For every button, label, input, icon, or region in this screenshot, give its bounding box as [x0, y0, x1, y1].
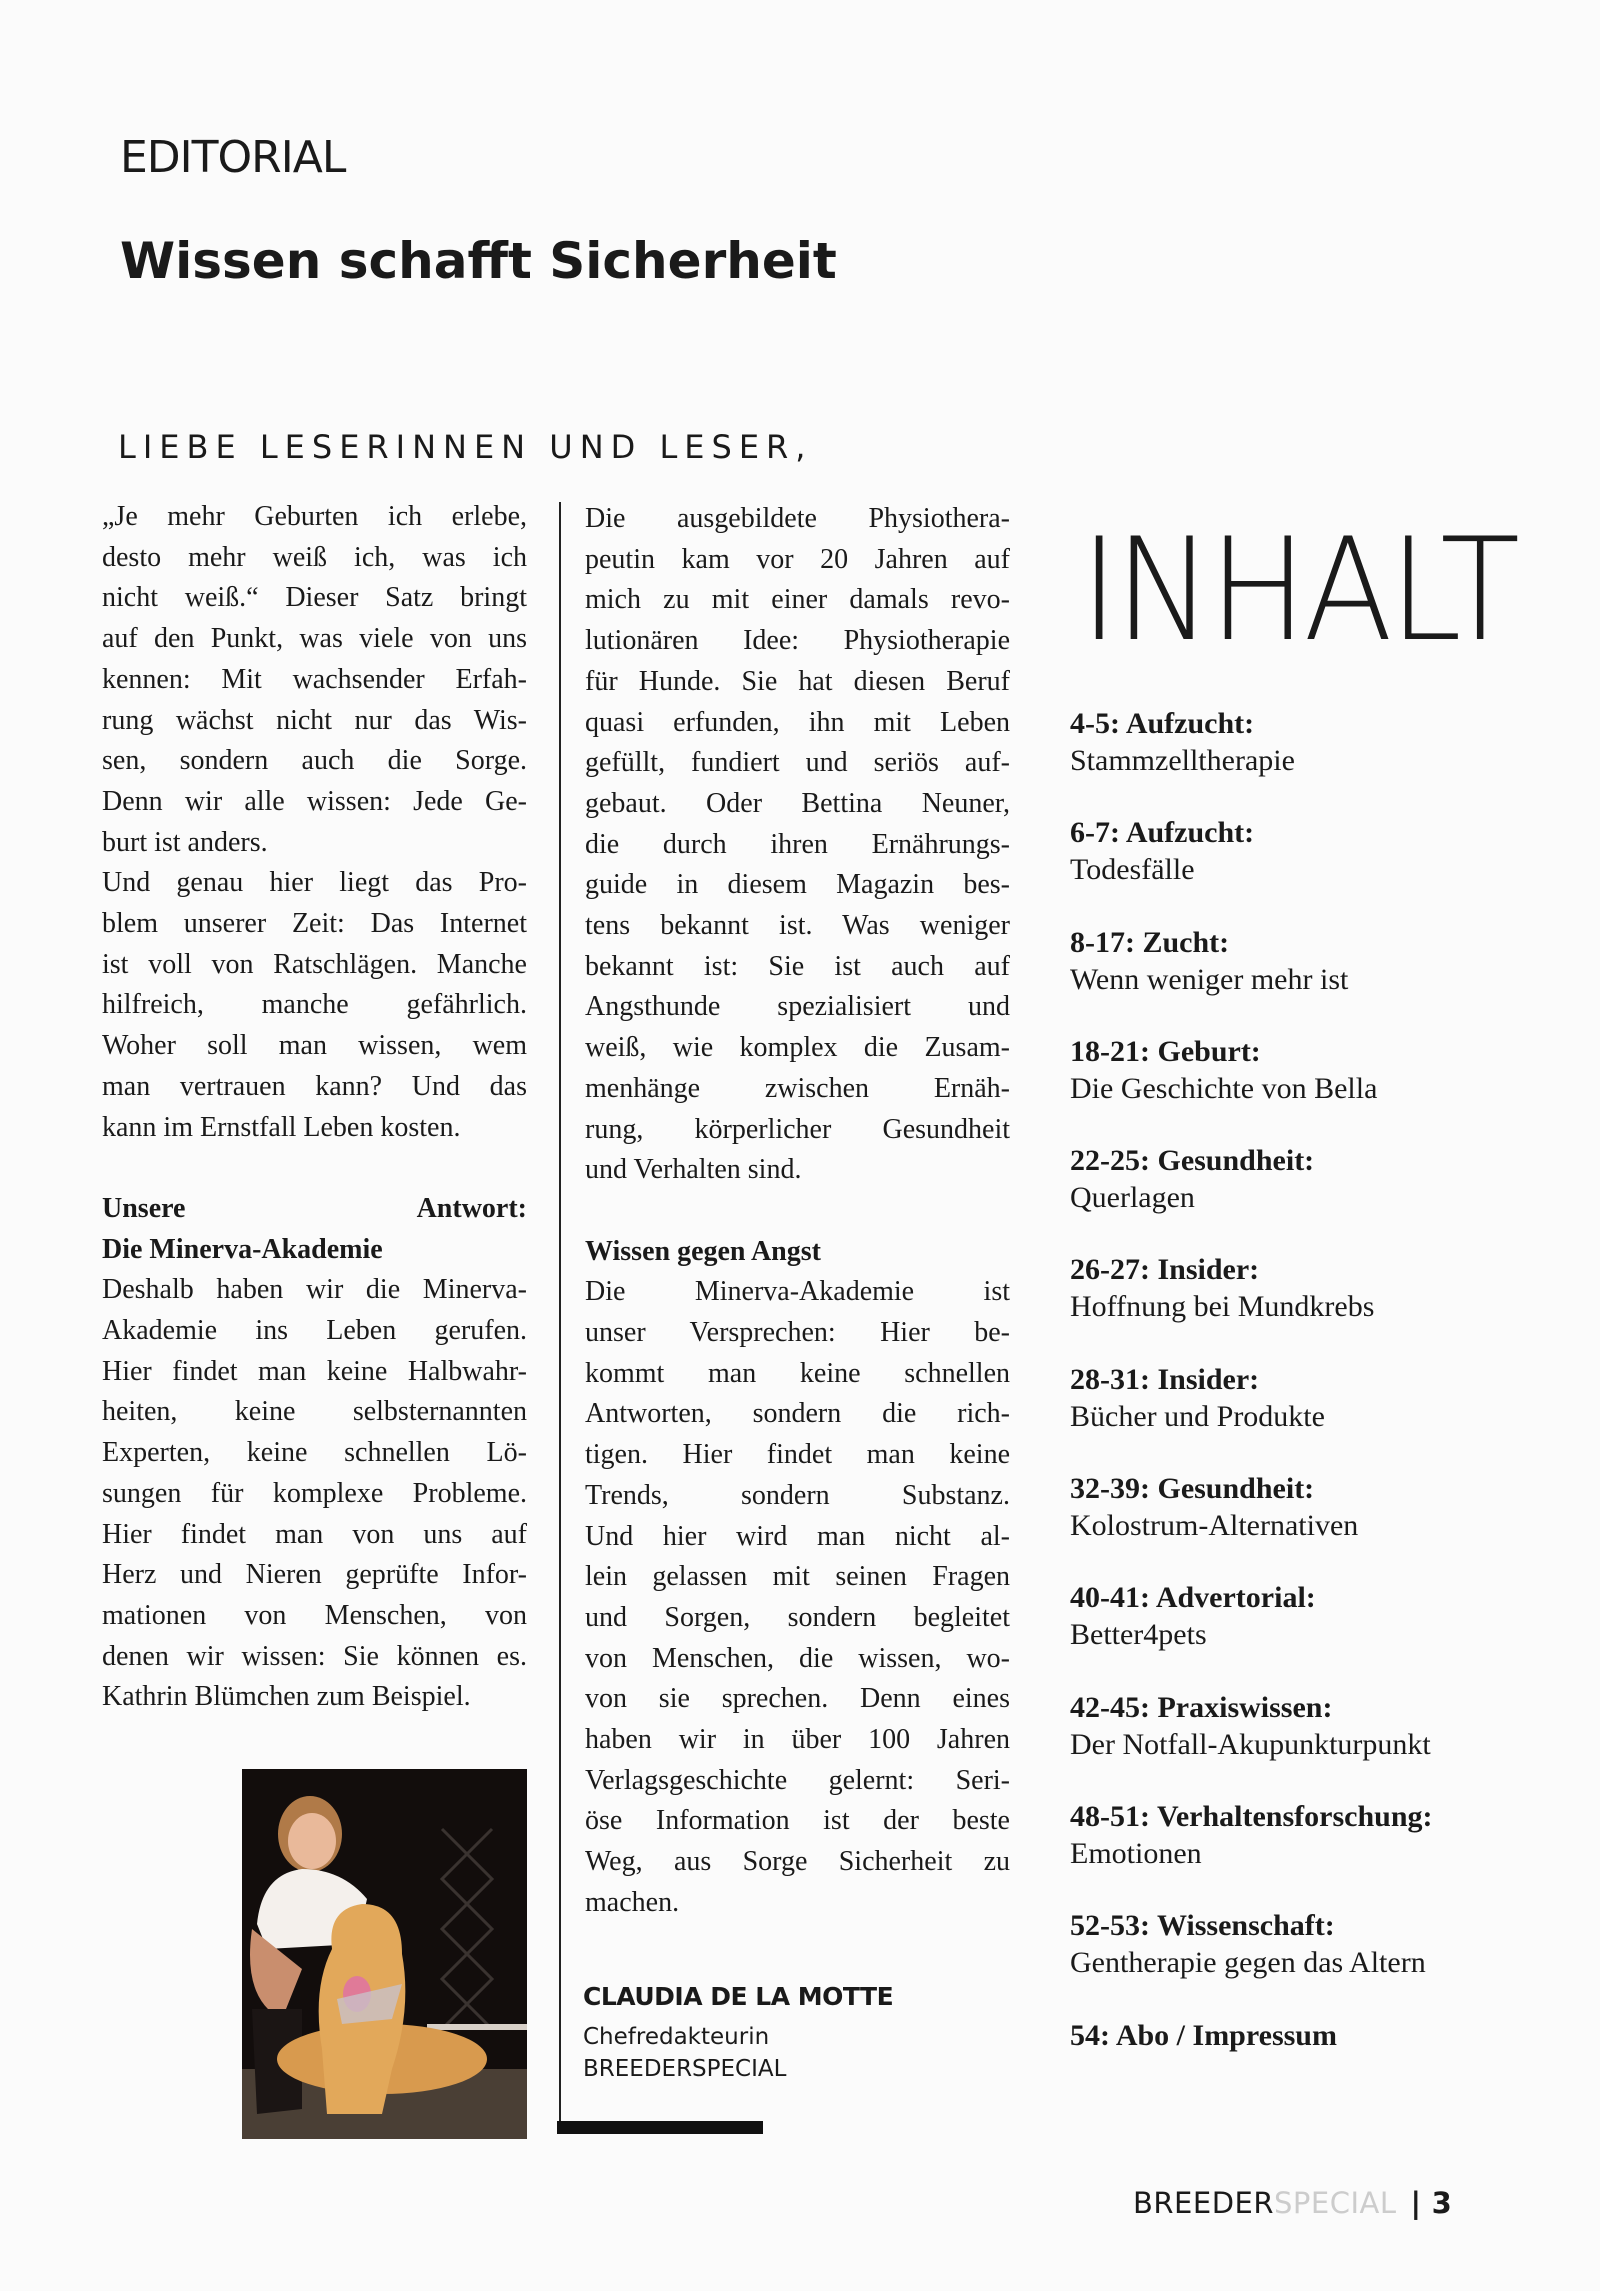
toc-item-subtitle: Hoffnung bei Mundkrebs	[1070, 1290, 1375, 1324]
author-publication: BREEDERSPECIAL	[583, 2056, 787, 2082]
toc-item-subtitle: Der Notfall-Akupunkturpunkt	[1070, 1727, 1431, 1761]
text-line: Denn wir alle wissen: Jede Ge-	[102, 785, 527, 817]
brand-name: BREEDER	[1133, 2186, 1274, 2220]
text-line: Wissen gegen Angst	[585, 1235, 821, 1267]
column-divider	[559, 502, 561, 2127]
spacer	[102, 1148, 527, 1189]
text-line: ist voll von Ratschlägen. Manche	[102, 948, 527, 980]
text-line: unser Versprechen: Hier be-	[585, 1317, 1010, 1349]
greeting-heading: LIEBE LESERINNEN UND LESER,	[118, 428, 813, 466]
text-line: kann im Ernstfall Leben kosten.	[102, 1111, 461, 1143]
text-line: lein gelassen mit seinen Fragen	[585, 1561, 1010, 1593]
toc-item-subtitle: Querlagen	[1070, 1181, 1195, 1215]
text-line: Woher soll man wissen, wem	[102, 1030, 527, 1062]
text-line: von Menschen, die wissen, wo-	[585, 1642, 1010, 1674]
paragraph	[585, 499, 1010, 1191]
text-line: für Hunde. Sie hat diesen Beruf	[585, 665, 1010, 697]
separator: |	[1410, 2186, 1422, 2220]
text-line: Hier findet man keine Halbwahr-	[102, 1355, 527, 1387]
text-line: heiten, keine selbsternannten	[102, 1396, 527, 1428]
text-line: burt ist anders.	[102, 826, 268, 858]
text-line: und Verhalten sind.	[585, 1154, 802, 1186]
toc-item-label: 42-45: Praxiswissen:	[1070, 1690, 1333, 1724]
accent-bar	[557, 2121, 763, 2134]
text-line: mich zu mit einer damals revo-	[585, 584, 1010, 616]
text-line: von sie sprechen. Denn eines	[585, 1683, 1010, 1715]
text-line: Weg, aus Sorge Sicherheit zu	[585, 1846, 1010, 1878]
article-column-1	[102, 497, 527, 1718]
toc-item	[1070, 2017, 1570, 2126]
text-line: quasi erfunden, ihn mit Leben	[585, 706, 1010, 738]
toc-item	[1070, 1907, 1570, 2016]
toc-item	[1070, 705, 1570, 814]
toc-item	[1070, 1033, 1570, 1142]
toc-item-subtitle: Stammzelltherapie	[1070, 744, 1295, 777]
toc-item-subtitle: Emotionen	[1070, 1836, 1202, 1870]
text-line: tigen. Hier findet man keine	[585, 1439, 1010, 1471]
text-line: hilfreich, manche gefährlich.	[102, 989, 527, 1021]
text-line: nicht weiß.“ Dieser Satz bringt	[102, 582, 527, 614]
toc-item-label: 40-41: Advertorial:	[1070, 1581, 1316, 1615]
text-line: mationen von Menschen, von	[102, 1599, 527, 1631]
text-line: weiß, wie komplex die Zusam-	[585, 1032, 1010, 1064]
text-line: gebaut. Oder Bettina Neuner,	[585, 787, 1010, 819]
text-line: bekannt ist: Sie ist auch auf	[585, 950, 1010, 982]
toc-item-label: 52-53: Wissenschaft:	[1070, 1909, 1335, 1943]
text-line: sen, sondern auch die Sorge.	[102, 745, 527, 777]
paragraph	[102, 497, 527, 863]
page-footer	[1133, 2186, 1452, 2220]
text-line: tens bekannt ist. Was weniger	[585, 910, 1010, 942]
toc-item-label: 8-17: Zucht:	[1070, 925, 1230, 959]
toc-item-label: 22-25: Gesundheit:	[1070, 1144, 1315, 1178]
text-line: Angsthunde spezialisiert und	[585, 991, 1010, 1023]
text-line: man vertrauen kann? Und das	[102, 1070, 527, 1102]
text-line: öse Information ist der beste	[585, 1805, 1010, 1837]
toc-item-subtitle: Better4pets	[1070, 1618, 1207, 1652]
text-line: Verlagsgeschichte gelernt: Seri-	[585, 1764, 1010, 1796]
toc-item	[1070, 1361, 1570, 1470]
toc-item-label: 18-21: Geburt:	[1070, 1034, 1261, 1068]
text-line: Die ausgebildete Physiothera-	[585, 503, 1010, 534]
page-title: Wissen schafft Sicherheit	[120, 232, 837, 290]
text-line: lutionären Idee: Physiotherapie	[585, 625, 1010, 657]
text-line: peutin kam vor 20 Jahren auf	[585, 543, 1010, 575]
toc-item	[1070, 1579, 1570, 1688]
text-line: und Sorgen, sondern begleitet	[585, 1601, 1010, 1633]
paragraph	[585, 1272, 1010, 1923]
paragraph	[102, 863, 527, 1148]
text-line: sungen für komplexe Probleme.	[102, 1477, 527, 1509]
toc-item	[1070, 1798, 1570, 1907]
toc-item-label: 54: Abo / Impressum	[1070, 2018, 1337, 2052]
text-line: kommt man keine schnellen	[585, 1357, 1010, 1389]
text-line: Und hier wird man nicht al-	[585, 1520, 1010, 1552]
text-line: Herz und Nieren geprüfte Infor-	[102, 1559, 527, 1591]
toc-item	[1070, 1470, 1570, 1579]
toc-item-label: 4-5: Aufzucht:	[1070, 707, 1255, 740]
text-line: gefüllt, fundiert und seriös auf-	[585, 747, 1010, 779]
toc-item	[1070, 1689, 1570, 1798]
toc-item-subtitle: Todesfälle	[1070, 853, 1195, 887]
text-line: Die Minerva-Akademie	[102, 1233, 383, 1265]
toc-item-label: 26-27: Insider:	[1070, 1253, 1260, 1287]
toc-item-label: 6-7: Aufzucht:	[1070, 816, 1255, 850]
toc-item-subtitle: Bücher und Produkte	[1070, 1399, 1325, 1433]
text-line: „Je mehr Geburten ich erlebe,	[102, 501, 527, 532]
page-number: 3	[1431, 2186, 1453, 2220]
text-line: Unsere Antwort:	[102, 1192, 527, 1224]
paragraph	[102, 1270, 527, 1718]
text-line: Kathrin Blümchen zum Beispiel.	[102, 1681, 471, 1713]
text-line: Trends, sondern Substanz.	[585, 1479, 1010, 1511]
text-line: die durch ihren Ernährungs-	[585, 828, 1010, 860]
text-line: Experten, keine schnellen Lö-	[102, 1437, 527, 1469]
text-line: Und genau hier liegt das Pro-	[102, 867, 527, 899]
author-role: Chefredakteurin	[583, 2024, 770, 2050]
text-line: desto mehr weiß ich, was ich	[102, 541, 527, 573]
text-line: guide in diesem Magazin bes-	[585, 869, 1010, 901]
toc-item	[1070, 1251, 1570, 1360]
text-line: haben wir in über 100 Jahren	[585, 1724, 1010, 1756]
toc-item-label: 48-51: Verhaltensforschung:	[1070, 1799, 1433, 1833]
text-line: rung wächst nicht nur das Wis-	[102, 704, 527, 736]
toc-item-label: 32-39: Gesundheit:	[1070, 1472, 1315, 1506]
text-line: blem unserer Zeit: Das Internet	[102, 908, 527, 940]
article-column-2	[585, 499, 1010, 1924]
toc-item	[1070, 924, 1570, 1033]
text-line: Akademie ins Leben gerufen.	[102, 1315, 527, 1347]
text-line: Die Minerva-Akademie ist	[585, 1276, 1010, 1308]
toc-item	[1070, 814, 1570, 923]
editor-photo-with-dog	[242, 1769, 527, 2139]
text-line: Antworten, sondern die rich-	[585, 1398, 1010, 1430]
text-line: machen.	[585, 1886, 680, 1918]
toc-title: INHALT	[1080, 508, 1517, 673]
text-line: Hier findet man von uns auf	[102, 1518, 527, 1550]
subheading	[585, 1232, 1010, 1273]
text-line: denen wir wissen: Sie können es.	[102, 1640, 527, 1672]
text-line: menhänge zwischen Ernäh-	[585, 1072, 1010, 1104]
toc-item-subtitle: Kolostrum-Alternativen	[1070, 1509, 1359, 1543]
signature-block	[583, 1982, 893, 2085]
text-line: auf den Punkt, was viele von uns	[102, 623, 527, 655]
text-line: Deshalb haben wir die Minerva-	[102, 1274, 527, 1306]
brand-name-light: SPECIAL	[1274, 2186, 1397, 2220]
text-line: kennen: Mit wachsender Erfah-	[102, 663, 527, 695]
toc-item	[1070, 1142, 1570, 1251]
text-line: rung, körperlicher Gesundheit	[585, 1113, 1010, 1145]
section-kicker: EDITORIAL	[120, 132, 346, 183]
toc-item-label: 28-31: Insider:	[1070, 1362, 1260, 1396]
spacer	[585, 1191, 1010, 1232]
toc-item-subtitle: Die Geschichte von Bella	[1070, 1071, 1378, 1105]
subheading	[102, 1189, 527, 1270]
author-name: CLAUDIA DE LA MOTTE	[583, 1982, 894, 2011]
toc-item-subtitle: Wenn weniger mehr ist	[1070, 962, 1349, 996]
table-of-contents	[1070, 705, 1570, 2126]
toc-item-subtitle: Gentherapie gegen das Altern	[1070, 1946, 1426, 1980]
